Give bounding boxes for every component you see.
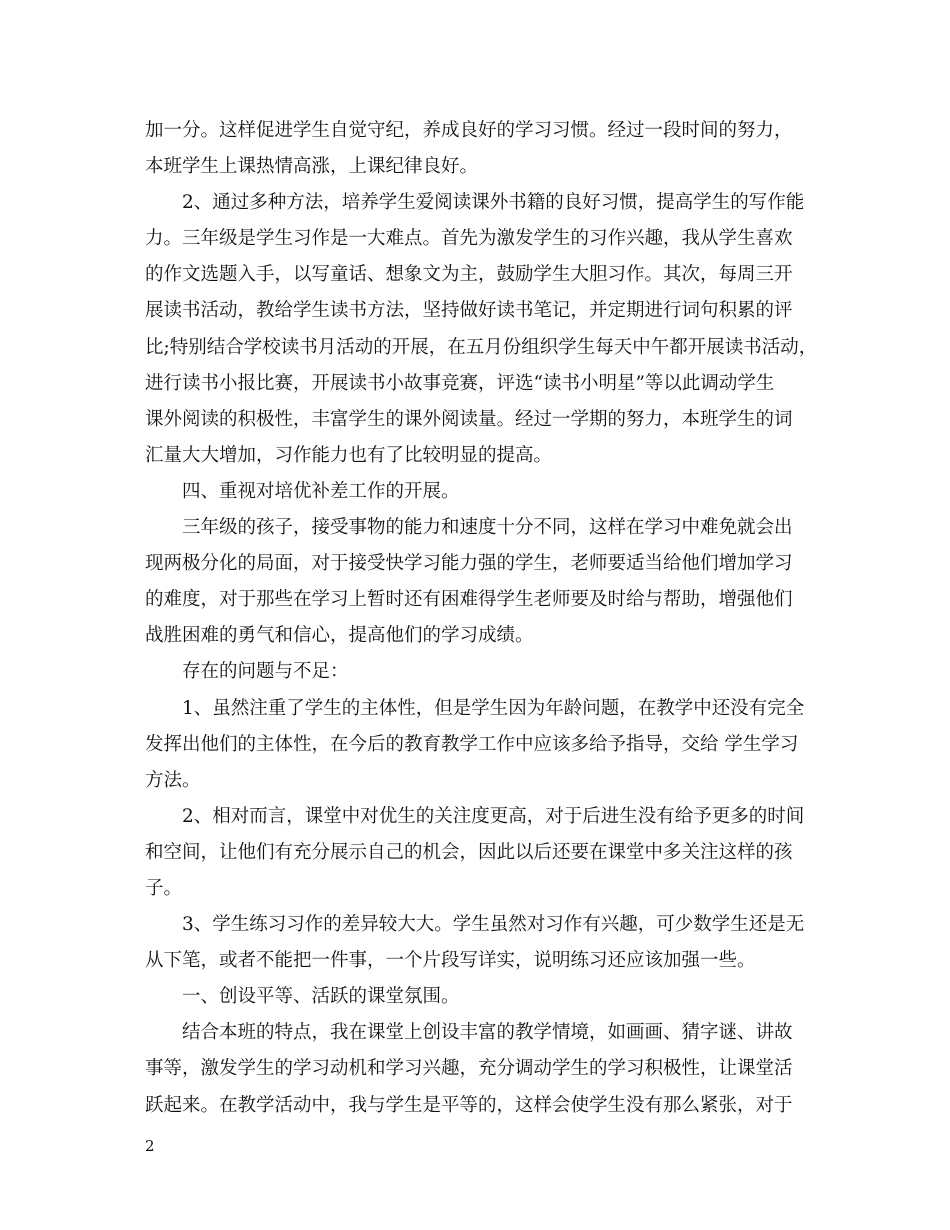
- text-line: 的作文选题入手，以写童话、想象文为主，鼓励学生大胆习作。其次，每周三开: [145, 264, 793, 286]
- text-line: 比;特别结合学校读书月活动的开展，在五月份组织学生每天中午都开展读书活动，: [145, 336, 818, 358]
- text-line: 方法。: [145, 769, 201, 791]
- text-line: 战胜困难的勇气和信心，提高他们的学习成绩。: [145, 625, 534, 647]
- text-line: 一、创设平等、活跃的课堂氛围。: [182, 986, 460, 1008]
- text-line: 展读书活动，教给学生读书方法，坚持做好读书笔记，并定期进行词句积累的评: [145, 300, 793, 322]
- text-line: 2、通过多种方法，培养学生爱阅读课外书籍的良好习惯，提高学生的写作能: [182, 192, 805, 214]
- text-line: 事等，激发学生的学习动机和学习兴趣，充分调动学生的学习积极性，让课堂活: [145, 1058, 793, 1080]
- text-line: 四、重视对培优补差工作的开展。: [182, 480, 460, 502]
- document-body-text: [145, 113, 825, 1124]
- text-line: 现两极分化的局面，对于接受快学习能力强的学生，老师要适当给他们增加学习: [145, 553, 793, 575]
- text-line: 从下笔，或者不能把一件事，一个片段写详实，说明练习还应该加强一些。: [145, 950, 756, 972]
- text-line: 加一分。这样促进学生自觉守纪，养成良好的学习习惯。经过一段时间的努力，: [145, 120, 793, 141]
- text-line: 的难度，对于那些在学习上暂时还有困难得学生老师要及时给与帮助，增强他们: [145, 589, 793, 611]
- text-line: 汇量大大增加，习作能力也有了比较明显的提高。: [145, 444, 553, 466]
- text-line: 本班学生上课热情高涨，上课纪律良好。: [145, 156, 479, 178]
- text-line: 发挥出他们的主体性，在今后的教育教学工作中应该多给予指导，交给 学生学习: [145, 733, 799, 755]
- text-line: 1、虽然注重了学生的主体性，但是学生因为年龄问题，在教学中还没有完全: [182, 697, 805, 719]
- text-line: 三年级的孩子，接受事物的能力和速度十分不同，这样在学习中难免就会出: [182, 517, 793, 539]
- text-line: 子。: [145, 877, 183, 899]
- text-line: 和空间，让他们有充分展示自己的机会，因此以后还要在课堂中多关注这样的孩: [145, 841, 793, 863]
- text-line: 结合本班的特点，我在课堂上创设丰富的教学情境，如画画、猜字谜、讲故: [182, 1022, 793, 1044]
- text-line: 3、学生练习习作的差异较大大。学生虽然对习作有兴趣，可少数学生还是无: [182, 914, 805, 936]
- page-number: 2: [145, 1137, 155, 1155]
- text-line: 跃起来。在教学活动中，我与学生是平等的，这样会使学生没有那么紧张，对于: [145, 1094, 793, 1116]
- text-line: 课外阅读的积极性，丰富学生的课外阅读量。经过一学期的努力，本班学生的词: [145, 408, 793, 430]
- text-line: 力。三年级是学生习作是一大难点。首先为激发学生的习作兴趣，我从学生喜欢: [145, 228, 793, 250]
- text-line: 进行读书小报比赛，开展读书小故事竞赛，评选“读书小明星”等以此调动学生: [145, 372, 775, 394]
- text-line: 存在的问题与不足：: [182, 661, 349, 683]
- text-line: 2、相对而言，课堂中对优生的关注度更高，对于后进生没有给予更多的时间: [182, 805, 805, 827]
